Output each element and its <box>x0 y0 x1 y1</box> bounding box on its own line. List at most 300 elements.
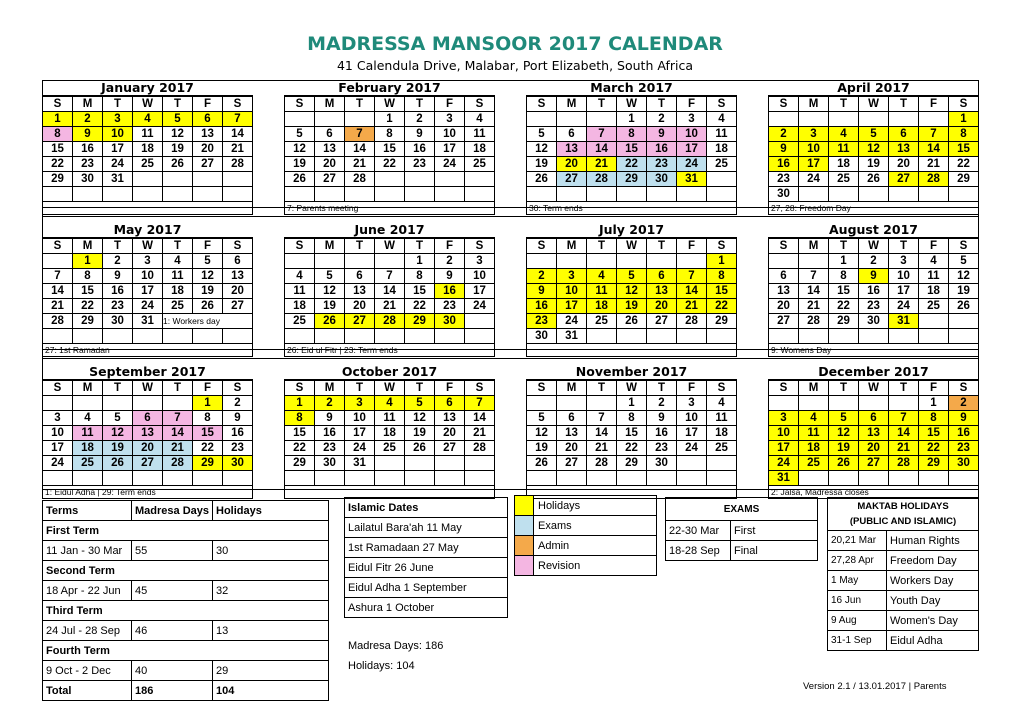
empty-cell <box>315 329 345 344</box>
month-calendar <box>768 365 979 499</box>
empty-cell <box>73 471 103 486</box>
day-cell: 8 <box>617 411 647 426</box>
weekday-label: M <box>73 381 103 396</box>
day-cell: 17 <box>769 441 799 456</box>
empty-cell <box>587 396 617 411</box>
weekday-label: M <box>315 239 345 254</box>
day-cell: 24 <box>889 299 919 314</box>
weekday-label: W <box>617 97 647 112</box>
empty-cell <box>799 254 829 269</box>
day-cell: 28 <box>345 172 375 187</box>
day-cell: 3 <box>677 112 707 127</box>
weekday-label: T <box>647 97 677 112</box>
weekday-label: M <box>315 381 345 396</box>
weekday-label: S <box>949 381 979 396</box>
day-cell: 22 <box>829 299 859 314</box>
empty-cell <box>465 172 495 187</box>
term-dates: 11 Jan - 30 Mar <box>43 541 132 561</box>
day-cell: 13 <box>345 284 375 299</box>
empty-cell <box>405 329 435 344</box>
day-cell: 24 <box>769 456 799 471</box>
day-cell: 18 <box>375 426 405 441</box>
day-cell: 10 <box>103 127 133 142</box>
day-cell: 25 <box>73 456 103 471</box>
empty-cell <box>43 471 73 486</box>
month-note: 7: Parents meeting <box>284 202 495 215</box>
weekday-label: S <box>223 97 253 112</box>
weekday-label: S <box>43 97 73 112</box>
weekday-label: W <box>859 97 889 112</box>
day-cell: 31 <box>133 314 163 329</box>
day-cell: 23 <box>527 314 557 329</box>
weekday-label: M <box>557 97 587 112</box>
day-cell: 17 <box>799 157 829 172</box>
day-cell: 3 <box>889 254 919 269</box>
day-cell: 25 <box>587 314 617 329</box>
empty-cell <box>707 187 737 202</box>
day-cell: 1 <box>375 112 405 127</box>
day-cell: 11 <box>465 127 495 142</box>
empty-cell <box>557 112 587 127</box>
empty-cell <box>949 314 979 329</box>
empty-cell <box>465 187 495 202</box>
weekday-label: F <box>435 97 465 112</box>
weekday-label: T <box>647 239 677 254</box>
empty-cell <box>465 471 495 486</box>
weekday-label: S <box>465 97 495 112</box>
weekday-label: T <box>889 381 919 396</box>
day-cell: 17 <box>557 299 587 314</box>
weekday-label: T <box>405 239 435 254</box>
empty-cell <box>285 187 315 202</box>
day-cell: 30 <box>527 329 557 344</box>
day-cell: 18 <box>707 142 737 157</box>
empty-cell <box>587 329 617 344</box>
day-cell: 29 <box>919 456 949 471</box>
day-cell: 23 <box>405 157 435 172</box>
day-cell: 1 <box>617 112 647 127</box>
day-cell: 7 <box>587 411 617 426</box>
empty-cell <box>829 396 859 411</box>
day-cell: 12 <box>527 426 557 441</box>
day-cell: 4 <box>707 396 737 411</box>
weekday-label: W <box>617 239 647 254</box>
day-cell: 6 <box>315 127 345 142</box>
empty-cell <box>617 187 647 202</box>
weekday-label: F <box>435 239 465 254</box>
weekday-label: F <box>677 97 707 112</box>
day-cell: 30 <box>859 314 889 329</box>
day-cell: 28 <box>799 314 829 329</box>
weekday-label: S <box>707 239 737 254</box>
weekday-label: W <box>133 97 163 112</box>
day-cell: 29 <box>617 456 647 471</box>
maktab-name: Workers Day <box>887 571 979 591</box>
weekday-label: F <box>435 381 465 396</box>
empty-cell <box>133 187 163 202</box>
day-cell: 6 <box>133 411 163 426</box>
month-note <box>42 202 253 215</box>
exams-table <box>665 497 818 561</box>
month-title: December 2017 <box>768 365 979 380</box>
weekday-label: S <box>43 239 73 254</box>
empty-cell <box>345 471 375 486</box>
holidays-header: Holidays <box>213 501 329 521</box>
day-cell: 15 <box>285 426 315 441</box>
weekday-label: S <box>285 97 315 112</box>
day-cell: 27 <box>315 172 345 187</box>
empty-cell <box>375 172 405 187</box>
empty-cell <box>769 254 799 269</box>
empty-cell <box>345 254 375 269</box>
day-cell: 2 <box>405 112 435 127</box>
day-cell: 29 <box>617 172 647 187</box>
weekday-label: S <box>949 97 979 112</box>
month-calendar <box>768 223 979 357</box>
weekday-label: T <box>345 239 375 254</box>
empty-cell <box>405 172 435 187</box>
day-cell: 22 <box>193 441 223 456</box>
day-cell: 15 <box>617 142 647 157</box>
day-cell: 3 <box>133 254 163 269</box>
day-cell: 5 <box>617 269 647 284</box>
day-cell: 7 <box>163 411 193 426</box>
day-cell: 23 <box>435 299 465 314</box>
day-cell: 24 <box>345 441 375 456</box>
day-cell: 8 <box>919 411 949 426</box>
empty-cell <box>527 187 557 202</box>
term-label: First Term <box>43 521 329 541</box>
exam-dates: 22-30 Mar <box>666 521 731 541</box>
day-cell: 19 <box>859 157 889 172</box>
empty-cell <box>769 396 799 411</box>
month-note <box>526 344 737 357</box>
day-cell: 21 <box>163 441 193 456</box>
summary-madresa-days: Madresa Days: 186 <box>348 640 444 652</box>
empty-cell <box>133 396 163 411</box>
day-cell: 13 <box>193 127 223 142</box>
day-cell: 14 <box>919 142 949 157</box>
day-cell: 24 <box>103 157 133 172</box>
day-cell: 27 <box>193 157 223 172</box>
maktab-date: 27,28 Apr <box>828 551 887 571</box>
empty-cell <box>707 456 737 471</box>
day-cell: 21 <box>223 142 253 157</box>
day-cell: 1 <box>43 112 73 127</box>
day-cell: 19 <box>617 299 647 314</box>
empty-cell <box>465 456 495 471</box>
month-title: April 2017 <box>768 81 979 96</box>
empty-cell <box>859 187 889 202</box>
day-cell: 26 <box>285 172 315 187</box>
day-cell: 26 <box>315 314 345 329</box>
day-cell: 21 <box>677 299 707 314</box>
day-cell: 9 <box>647 127 677 142</box>
day-cell: 5 <box>193 254 223 269</box>
day-cell: 19 <box>285 157 315 172</box>
empty-cell <box>405 187 435 202</box>
day-cell: 11 <box>799 426 829 441</box>
day-cell: 14 <box>163 426 193 441</box>
empty-cell <box>647 187 677 202</box>
day-cell: 19 <box>949 284 979 299</box>
month-title: November 2017 <box>526 365 737 380</box>
maktab-date: 31-1 Sep <box>828 631 887 651</box>
weekday-label: S <box>465 381 495 396</box>
weekday-label: S <box>949 239 979 254</box>
empty-cell <box>193 329 223 344</box>
day-cell: 27 <box>345 314 375 329</box>
empty-cell <box>587 471 617 486</box>
empty-cell <box>799 112 829 127</box>
maktab-name: Human Rights <box>887 531 979 551</box>
day-cell: 22 <box>617 157 647 172</box>
day-cell: 26 <box>527 172 557 187</box>
day-cell: 4 <box>73 411 103 426</box>
exam-label: Final <box>731 541 818 561</box>
day-cell: 31 <box>557 329 587 344</box>
weekday-label: M <box>799 381 829 396</box>
day-cell: 7 <box>43 269 73 284</box>
weekday-label: T <box>345 97 375 112</box>
empty-cell <box>949 471 979 486</box>
day-cell: 14 <box>889 426 919 441</box>
day-cell: 24 <box>557 314 587 329</box>
day-cell: 11 <box>707 127 737 142</box>
empty-cell <box>465 314 495 329</box>
day-cell: 26 <box>103 456 133 471</box>
empty-cell <box>223 172 253 187</box>
day-cell: 1 <box>707 254 737 269</box>
weekday-label: S <box>527 381 557 396</box>
day-cell: 18 <box>465 142 495 157</box>
day-cell: 8 <box>193 411 223 426</box>
empty-cell <box>345 329 375 344</box>
day-cell: 30 <box>769 187 799 202</box>
day-cell: 3 <box>799 127 829 142</box>
empty-cell <box>859 396 889 411</box>
day-cell: 11 <box>133 127 163 142</box>
day-cell: 19 <box>405 426 435 441</box>
day-cell: 12 <box>193 269 223 284</box>
day-cell: 5 <box>949 254 979 269</box>
day-cell: 9 <box>527 284 557 299</box>
empty-cell <box>919 471 949 486</box>
day-cell: 13 <box>769 284 799 299</box>
day-cell: 5 <box>527 411 557 426</box>
empty-cell <box>285 112 315 127</box>
islamic-date: 1st Ramadaan 27 May <box>345 538 508 558</box>
day-cell: 18 <box>163 284 193 299</box>
page-title: MADRESSA MANSOOR 2017 CALENDAR <box>307 33 723 55</box>
day-cell: 16 <box>859 284 889 299</box>
weekday-label: S <box>527 97 557 112</box>
weekday-label: W <box>133 239 163 254</box>
day-cell: 29 <box>829 314 859 329</box>
day-cell: 12 <box>103 426 133 441</box>
day-cell: 2 <box>315 396 345 411</box>
weekday-label: F <box>193 239 223 254</box>
empty-cell <box>285 254 315 269</box>
day-cell: 11 <box>285 284 315 299</box>
empty-cell <box>527 112 557 127</box>
month-title: October 2017 <box>284 365 495 380</box>
day-cell: 3 <box>769 411 799 426</box>
day-cell: 22 <box>617 441 647 456</box>
empty-cell <box>465 329 495 344</box>
day-cell: 20 <box>223 284 253 299</box>
empty-cell <box>889 471 919 486</box>
islamic-date: Eidul Fitr 26 June <box>345 558 508 578</box>
day-cell: 21 <box>375 299 405 314</box>
term-dates: 9 Oct - 2 Dec <box>43 661 132 681</box>
day-cell: 16 <box>647 142 677 157</box>
day-cell: 10 <box>133 269 163 284</box>
empty-cell <box>557 254 587 269</box>
weekday-label: T <box>405 97 435 112</box>
day-cell: 15 <box>375 142 405 157</box>
day-cell: 17 <box>133 284 163 299</box>
day-cell: 4 <box>285 269 315 284</box>
day-cell: 3 <box>677 396 707 411</box>
day-cell: 22 <box>285 441 315 456</box>
weekday-label: T <box>345 381 375 396</box>
empty-cell <box>315 187 345 202</box>
day-cell: 5 <box>527 127 557 142</box>
term-dates: 24 Jul - 28 Sep <box>43 621 132 641</box>
day-cell: 22 <box>919 441 949 456</box>
day-cell: 20 <box>315 157 345 172</box>
day-cell: 9 <box>73 127 103 142</box>
day-cell: 9 <box>859 269 889 284</box>
day-cell: 15 <box>617 426 647 441</box>
empty-cell <box>133 329 163 344</box>
islamic-date: Lailatul Bara'ah 11 May <box>345 518 508 538</box>
legend-swatch <box>515 556 534 576</box>
day-cell: 26 <box>163 157 193 172</box>
day-cell: 10 <box>677 411 707 426</box>
day-cell: 11 <box>707 411 737 426</box>
page-subtitle: 41 Calendula Drive, Malabar, Port Elizabeth, South Africa <box>336 58 693 73</box>
day-cell: 27 <box>133 456 163 471</box>
day-cell: 9 <box>435 269 465 284</box>
day-cell: 15 <box>829 284 859 299</box>
empty-cell <box>163 187 193 202</box>
day-cell: 12 <box>315 284 345 299</box>
day-cell: 21 <box>919 157 949 172</box>
empty-cell <box>375 329 405 344</box>
weekday-label: S <box>43 381 73 396</box>
day-cell: 8 <box>375 127 405 142</box>
day-cell: 25 <box>919 299 949 314</box>
empty-cell <box>859 112 889 127</box>
weekday-label: T <box>889 239 919 254</box>
day-cell: 19 <box>193 284 223 299</box>
day-cell: 13 <box>557 142 587 157</box>
empty-cell <box>587 187 617 202</box>
empty-cell <box>617 254 647 269</box>
month-title: July 2017 <box>526 223 737 238</box>
day-cell: 31 <box>345 456 375 471</box>
maktab-name: Eidul Adha <box>887 631 979 651</box>
day-cell: 26 <box>617 314 647 329</box>
day-cell: 30 <box>73 172 103 187</box>
day-cell: 21 <box>889 441 919 456</box>
term-holidays: 32 <box>213 581 329 601</box>
day-cell: 25 <box>375 441 405 456</box>
weekday-label: S <box>285 381 315 396</box>
term-days: 55 <box>132 541 213 561</box>
day-cell: 28 <box>587 172 617 187</box>
day-cell: 18 <box>285 299 315 314</box>
day-cell: 8 <box>617 127 647 142</box>
empty-cell <box>707 471 737 486</box>
empty-cell <box>587 254 617 269</box>
islamic-date: Ashura 1 October <box>345 598 508 618</box>
day-cell: 6 <box>557 127 587 142</box>
day-cell: 20 <box>345 299 375 314</box>
terms-header: Terms <box>43 501 132 521</box>
day-cell: 5 <box>859 127 889 142</box>
month-inline-note: 1: Workers day <box>163 314 253 329</box>
day-cell: 17 <box>889 284 919 299</box>
day-cell: 2 <box>223 396 253 411</box>
term-holidays: 30 <box>213 541 329 561</box>
weekday-label: T <box>103 381 133 396</box>
version-footer: Version 2.1 / 13.01.2017 | Parents <box>803 681 947 692</box>
day-cell: 6 <box>223 254 253 269</box>
day-cell: 18 <box>587 299 617 314</box>
month-calendar <box>526 223 737 357</box>
term-label: Third Term <box>43 601 329 621</box>
day-cell: 3 <box>103 112 133 127</box>
day-cell: 30 <box>647 172 677 187</box>
weekday-label: F <box>919 381 949 396</box>
month-note: 27, 28: Freedom Day <box>768 202 979 215</box>
day-cell: 21 <box>587 441 617 456</box>
empty-cell <box>163 329 193 344</box>
day-cell: 8 <box>405 269 435 284</box>
month-calendar <box>526 81 737 215</box>
day-cell: 28 <box>223 157 253 172</box>
month-calendar <box>284 365 495 499</box>
weekday-label: W <box>375 239 405 254</box>
month-note: 30: Term ends <box>526 202 737 215</box>
day-cell: 18 <box>73 441 103 456</box>
day-cell: 16 <box>435 284 465 299</box>
maktab-name: Women's Day <box>887 611 979 631</box>
empty-cell <box>889 187 919 202</box>
day-cell: 2 <box>859 254 889 269</box>
day-cell: 4 <box>919 254 949 269</box>
day-cell: 24 <box>677 441 707 456</box>
total-days: 186 <box>132 681 213 701</box>
month-calendar <box>768 81 979 215</box>
day-cell: 12 <box>527 142 557 157</box>
term-holidays: 29 <box>213 661 329 681</box>
day-cell: 28 <box>677 314 707 329</box>
term-days: 46 <box>132 621 213 641</box>
empty-cell <box>435 187 465 202</box>
day-cell: 19 <box>829 441 859 456</box>
day-cell: 13 <box>859 426 889 441</box>
day-cell: 16 <box>223 426 253 441</box>
day-cell: 3 <box>345 396 375 411</box>
day-cell: 28 <box>889 456 919 471</box>
day-cell: 16 <box>769 157 799 172</box>
weekday-label: T <box>103 239 133 254</box>
day-cell: 15 <box>193 426 223 441</box>
